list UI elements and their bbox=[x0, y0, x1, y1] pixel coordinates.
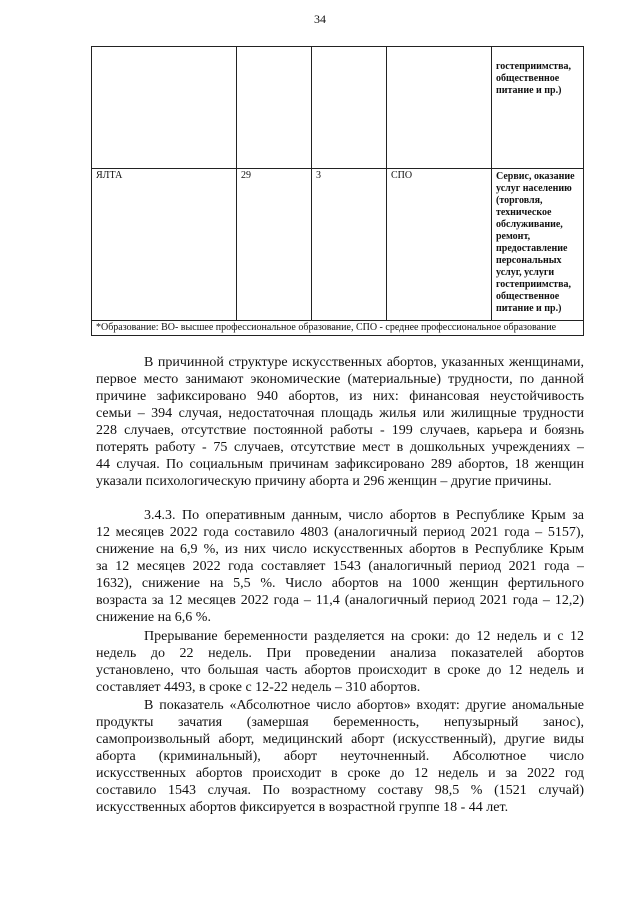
table-row-yalta bbox=[92, 169, 584, 321]
service-line: гостеприимства, bbox=[496, 61, 571, 72]
paragraph-operational-data bbox=[96, 507, 584, 626]
text-line: первое место занимают экономические (материальные) трудности, по данной bbox=[96, 372, 584, 387]
text-line: 1632), снижение на 5,5 %. Число абортов на 1000 женщин фертильного bbox=[96, 576, 584, 591]
text-line: 12 месяцев 2022 года составило 4803 (аналогичный период 2021 года – 5157), bbox=[96, 525, 584, 540]
paragraph-absolute-number bbox=[96, 697, 584, 816]
text-line: установлено, что большая часть абортов происходит в сроке до 12 недель и bbox=[96, 663, 584, 678]
count-2-cell: 3 bbox=[312, 169, 387, 321]
service-line: общественное bbox=[496, 291, 560, 302]
text-line: возраста за 12 месяцев 2022 года – 11,4 (аналогичный период 2021 года – 12,2) bbox=[96, 593, 584, 608]
text-line: 3.4.3. По оперативным данным, число абортов в Республике Крым за bbox=[144, 508, 584, 523]
service-line: услуг населению bbox=[496, 183, 572, 194]
text-line: В причинной структуре искусственных абортов, указанных женщинами, bbox=[144, 355, 584, 370]
service-line: техническое bbox=[496, 207, 552, 218]
text-line: недель до 22 недель. При проведении анализа показателей абортов bbox=[96, 646, 584, 661]
text-line: потерять работу - 75 случаев, отсутствие мест в дошкольных учреждениях – bbox=[96, 440, 584, 455]
service-line: ремонт, bbox=[496, 231, 531, 242]
paragraph-causes bbox=[96, 354, 584, 490]
service-line: питание и пр.) bbox=[496, 85, 562, 96]
count-1-cell: 29 bbox=[237, 169, 312, 321]
service-line: гостеприимства, bbox=[496, 279, 571, 290]
service-cell bbox=[492, 47, 584, 169]
text-line: снижение на 6,6 %. bbox=[96, 610, 211, 625]
text-line: за 12 месяцев 2022 года составляет 1543 (аналогичный период 2021 года – bbox=[96, 559, 584, 574]
service-line: предоставление bbox=[496, 243, 568, 254]
paragraph-terms bbox=[96, 628, 584, 696]
city-cell: ЯЛТА bbox=[92, 169, 237, 321]
table-cell bbox=[92, 47, 237, 169]
table-cell bbox=[387, 47, 492, 169]
table-footnote: *Образование: ВО- высшее профессиональное образование, СПО - среднее профессиональное образование bbox=[92, 321, 584, 336]
text-line: составляет 4493, в сроке с 12-22 недель – 310 абортов. bbox=[96, 680, 421, 695]
text-line: составило 1543 случая. По возрастному составу 98,5 % (1521 случай) bbox=[96, 783, 584, 798]
text-line: Прерывание беременности разделяется на сроки: до 12 недель и с 12 bbox=[144, 629, 584, 644]
service-line: общественное bbox=[496, 73, 560, 84]
text-line: указали психологическую причину аборта и 296 женщин – другие причины. bbox=[96, 474, 552, 489]
text-line: 228 случаев, отсутствие постоянной работы - 199 случаев, карьера и боязнь bbox=[96, 423, 584, 438]
text-line: 44 случая. По социальным причинам зафиксировано 289 абортов, 18 женщин bbox=[96, 457, 584, 472]
service-line: (торговля, bbox=[496, 195, 543, 206]
service-line: персональных bbox=[496, 255, 562, 266]
text-line: причине зафиксировано 940 абортов, из них: финансовая неустойчивость bbox=[96, 389, 584, 404]
text-line: искусственных абортов фиксируется в возрастной группе 18 - 44 лет. bbox=[96, 800, 509, 815]
text-line: семьи – 394 случая, недостаточная площадь жилья или жилищные трудности bbox=[96, 406, 584, 421]
text-line: В показатель «Абсолютное число абортов» входят: другие аномальные bbox=[144, 698, 584, 713]
text-line: самопроизвольный аборт, медицинский аборт (искусственный), другие виды bbox=[96, 732, 584, 747]
service-line: обслуживание, bbox=[496, 219, 563, 230]
footnote-row bbox=[92, 321, 584, 336]
text-line: продукты зачатия (замершая беременность, непузырный занос), bbox=[96, 715, 584, 730]
service-line: питание и пр.) bbox=[496, 303, 562, 314]
table-row bbox=[92, 47, 584, 169]
service-cell bbox=[492, 169, 584, 321]
service-line: Сервис, оказание bbox=[496, 171, 575, 182]
text-line: снижение на 6,9 %, из них число искусственных абортов в Республике Крым bbox=[96, 542, 584, 557]
table-cell bbox=[237, 47, 312, 169]
education-cell: СПО bbox=[387, 169, 492, 321]
service-line: услуг, услуги bbox=[496, 267, 555, 278]
text-line: аборта (криминальный), аборт неуточненный. Абсолютное число bbox=[96, 749, 584, 764]
text-line: искусственных абортов происходит в сроке до 12 недель и за 2022 год bbox=[96, 766, 584, 781]
page-number: 34 bbox=[314, 12, 326, 26]
table-cell bbox=[312, 47, 387, 169]
education-table bbox=[91, 46, 584, 336]
